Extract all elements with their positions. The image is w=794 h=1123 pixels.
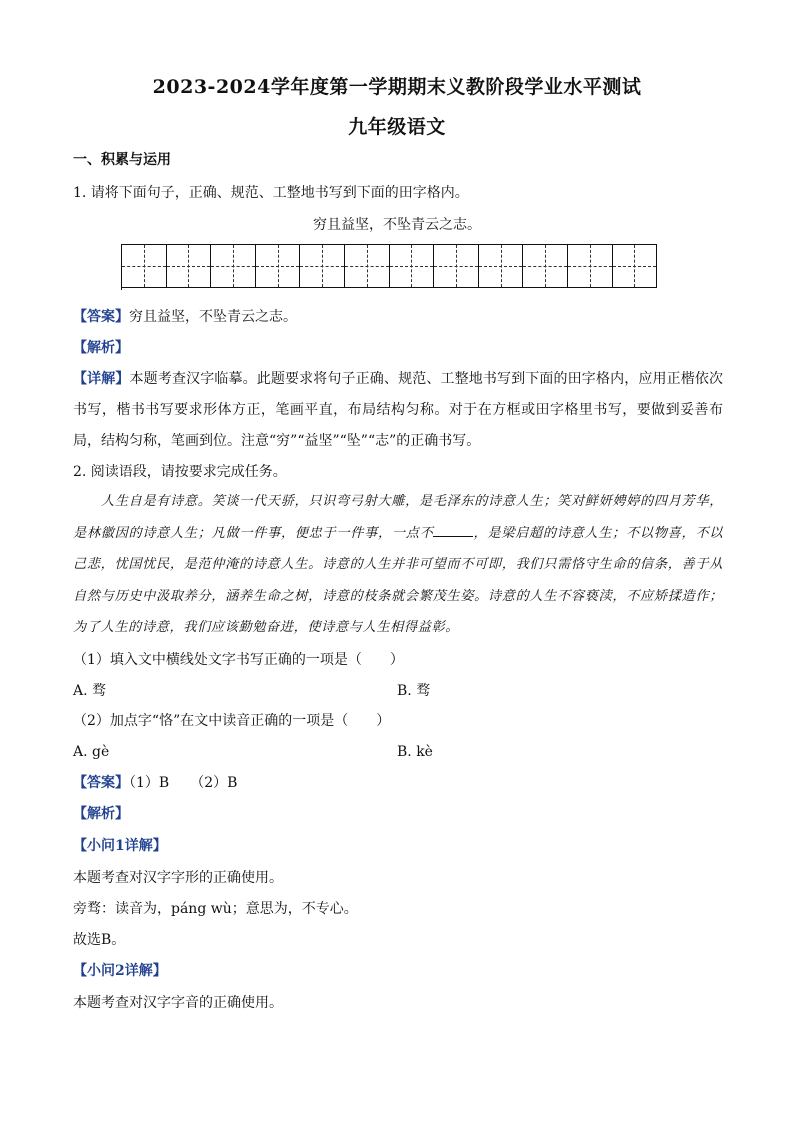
sub2-option-b: B. kè: [397, 744, 433, 760]
tianzige-cell: [211, 244, 256, 288]
fill-blank: [433, 522, 473, 537]
small-question-1-heading: 【小问1详解】: [73, 838, 167, 854]
tianzige-cell: [390, 244, 435, 288]
small-question-1-line-3: 故选B。: [73, 932, 126, 948]
analysis-tag: 【解析】: [73, 340, 129, 356]
tianzige-cell: [434, 244, 479, 288]
small-question-1-line-2: 旁骛：读音为，páng wù；意思为，不专心。: [73, 901, 358, 917]
tianzige-cell: [479, 244, 524, 288]
question-1-sentence: 穷且益坚，不坠青云之志。: [313, 217, 481, 233]
answer-text: （1）B （2）B: [129, 775, 238, 791]
analysis-tag: 【解析】: [73, 806, 129, 822]
question-1-prompt: 1. 请将下面句子，正确、规范、工整地书写到下面的田字格内。: [73, 185, 469, 201]
tianzige-cell: [523, 244, 568, 288]
q2-answer: [73, 773, 723, 793]
small-question-1-line-1: 本题考查对汉字字形的正确使用。: [73, 870, 283, 886]
sub-question-2: （2）加点字“恪”在文中读音正确的一项是（ ）: [73, 713, 391, 729]
q2-analysis: [73, 804, 723, 824]
passage-part-2: ，是梁启超的诗意人生；不以物喜，不以己悲，忧国忧民，是范仲淹的诗意人生。诗意的人生并非可望而不可即，我们只需恪守生命的信条，善于从自然与历史中汲取养分，涵养生命之树，诗意的枝条就会繁茂生姿。诗意的人生不容亵渎，不应矫揉造作；为了人生的诗意，我们应该勤勉奋进，使诗意与人生相得益彰。: [73, 525, 723, 635]
answer-tag: 【答案】: [73, 775, 129, 791]
exam-title: 2023-2024学年度第一学期期末义教阶段学业水平测试: [152, 76, 642, 98]
sub-question-1: （1）填入文中横线处文字书写正确的一项是（ ）: [73, 652, 404, 668]
q1-answer: [73, 307, 723, 327]
tianzige-cell: [300, 244, 345, 288]
q1-analysis: [73, 338, 723, 358]
tianzige-cell: [345, 244, 390, 288]
detail-text: 本题考查汉字临摹。此题要求将句子正确、规范、工整地书写到下面的田字格内，应用正楷依次书写，楷书书写要求形体方正，笔画平直，布局结构匀称。对于在方框或田字格里书写，要做到妥善布局，结构匀称，笔画到位。注意“穷”“益坚”“坠”“志”的正确书写。: [73, 371, 724, 449]
sub1-option-b: B. 骛: [397, 683, 431, 699]
tianzige-cell: [256, 244, 301, 288]
section-heading: 一、积累与运用: [73, 152, 171, 168]
sub2-option-a: A. gè: [73, 744, 110, 760]
q1-detail: [73, 364, 723, 457]
question-2-prompt: 2. 阅读语段，请按要求完成任务。: [73, 464, 287, 480]
passage-part-1: 人生自是有诗意。笑谈一代天骄，只识弯弓射大雕，是毛泽东的诗意人生；笑对鲜妍娉婷的四月芳华，是林徽因的诗意人生；凡做一件事，便忠于一件事，一点不: [73, 494, 723, 541]
sub1-option-a: A. 骛: [73, 683, 107, 699]
tianzige-cell: [122, 244, 167, 288]
small-question-2-line-1: 本题考查对汉字字音的正确使用。: [73, 995, 283, 1011]
tianzige-cell: [167, 244, 212, 288]
detail-tag: 【详解】: [73, 371, 130, 387]
answer-tag: 【答案】: [73, 309, 129, 325]
answer-text: 穷且益坚，不坠青云之志。: [129, 309, 297, 325]
tianzige-cell: [613, 244, 658, 288]
tianzige-cell: [568, 244, 613, 288]
tianzige-grid: [121, 244, 657, 290]
exam-subtitle: 九年级语文: [348, 116, 446, 138]
reading-passage: [73, 486, 723, 644]
small-question-2-heading: 【小问2详解】: [73, 963, 167, 979]
